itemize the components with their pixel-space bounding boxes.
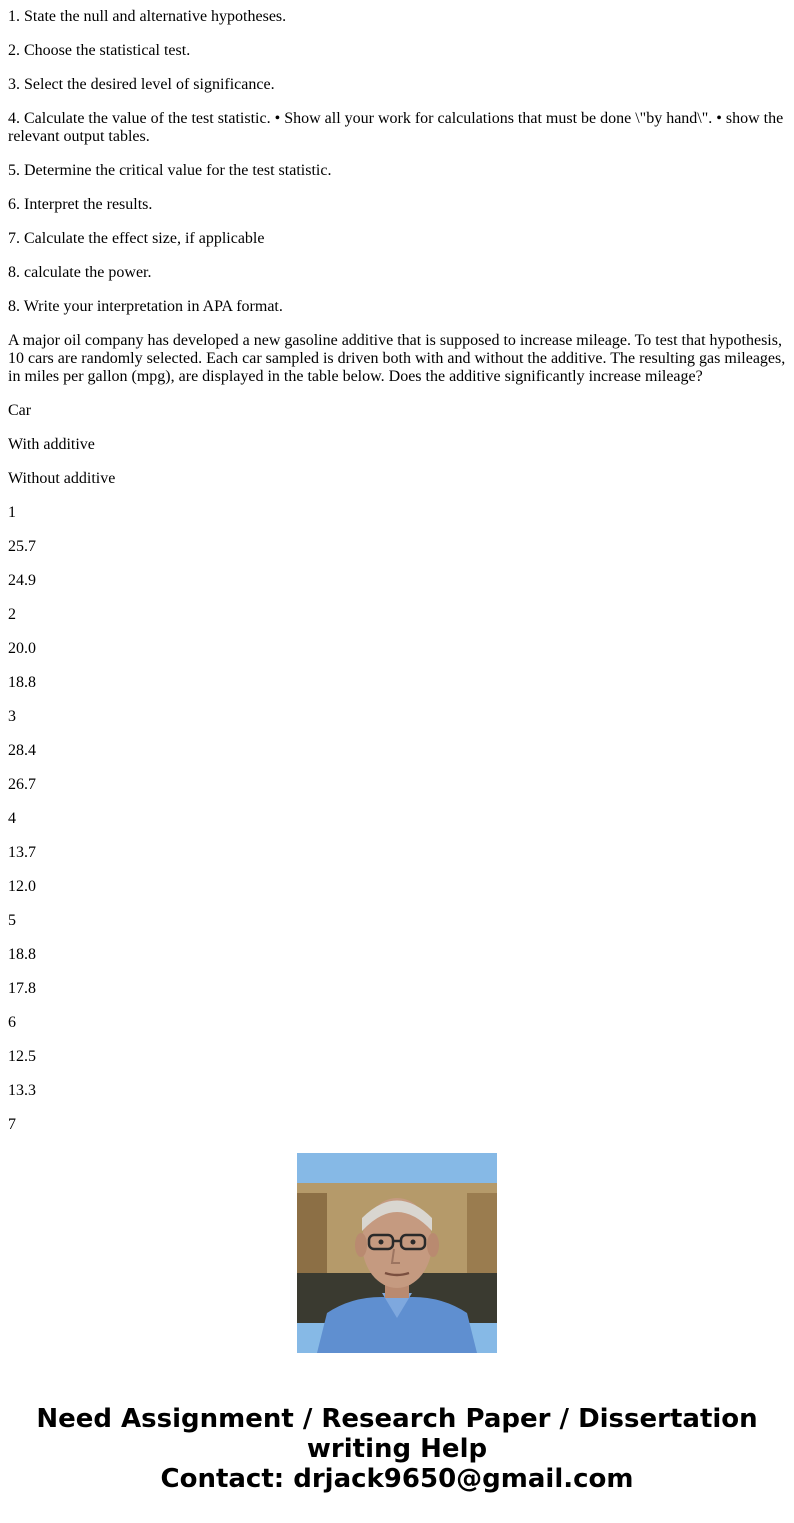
avatar-portrait-icon (297, 1153, 497, 1353)
step-2: 2. Choose the statistical test. (8, 42, 191, 59)
table-cell: 18.8 (8, 674, 36, 691)
table-cell: 18.8 (8, 946, 36, 963)
step-5: 5. Determine the critical value for the test statistic. (8, 162, 332, 179)
table-cell: 26.7 (8, 776, 36, 793)
table-cell: 3 (8, 708, 16, 725)
table-cell: 17.8 (8, 980, 36, 997)
table-header-car: Car (8, 402, 32, 419)
step-3: 3. Select the desired level of significance. (8, 76, 275, 93)
step-8: 8. calculate the power. (8, 264, 152, 281)
help-banner (0, 1404, 794, 1494)
table-cell: 6 (8, 1014, 16, 1031)
table-cell: 13.3 (8, 1082, 36, 1099)
table-cell: 1 (8, 504, 16, 521)
banner-contact: Contact: drjack9650@gmail.com (160, 1464, 634, 1494)
step-4: 4. Calculate the value of the test statistic. • Show all your work for calculations that must be done \"by hand\". • show the relevant output tables. (8, 110, 784, 145)
table-cell: 24.9 (8, 572, 36, 589)
problem-text: A major oil company has developed a new gasoline additive that is supposed to increase mileage. To test that hypothesis, 10 cars are randomly selected. Each car sampled is driven both with and without the additive. The resulting gas mileages, in miles per gallon (mpg), are displayed in the table below. Does the additive significantly increase mileage? (8, 332, 786, 385)
banner-line-2: writing Help (306, 1434, 488, 1464)
step-6: 6. Interpret the results. (8, 196, 153, 213)
table-header-without-additive: Without additive (8, 470, 116, 487)
table-cell: 4 (8, 810, 16, 827)
table-cell: 13.7 (8, 844, 36, 861)
table-cell: 12.5 (8, 1048, 36, 1065)
table-header-with-additive: With additive (8, 436, 95, 453)
table-cell: 12.0 (8, 878, 36, 895)
table-cell: 28.4 (8, 742, 36, 759)
table-cell: 5 (8, 912, 16, 929)
step-7: 7. Calculate the effect size, if applicable (8, 230, 265, 247)
table-cell-cut-off: 7 (8, 1116, 16, 1133)
step-1: 1. State the null and alternative hypotheses. (8, 8, 287, 25)
table-cell: 20.0 (8, 640, 36, 657)
avatar (297, 1153, 497, 1353)
step-9: 8. Write your interpretation in APA format. (8, 298, 283, 315)
table-cell: 25.7 (8, 538, 36, 555)
table-cell: 2 (8, 606, 16, 623)
document-content (8, 0, 786, 1133)
banner-line-1: Need Assignment / Research Paper / Dissertation (36, 1404, 758, 1434)
